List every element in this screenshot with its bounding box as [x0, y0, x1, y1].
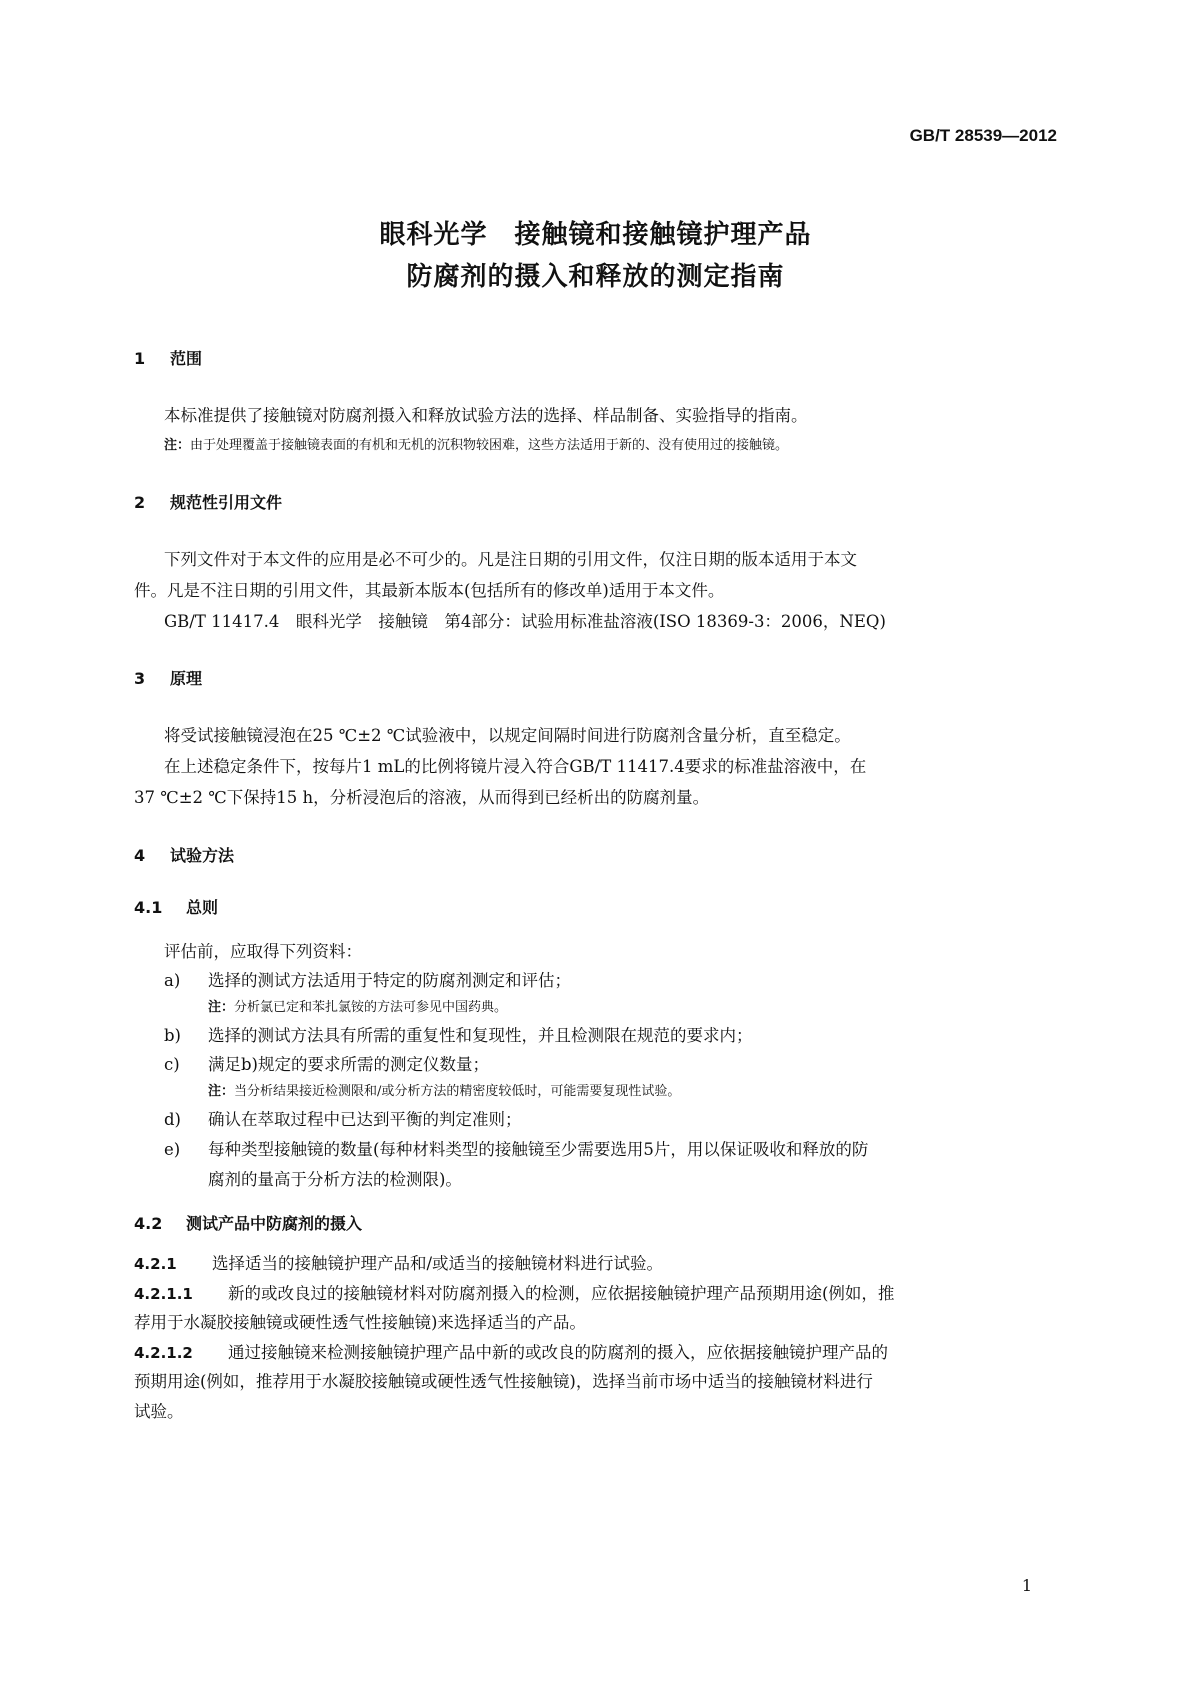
- section-1-paragraph: 本标准提供了接触镜对防腐剂摄入和释放试验方法的选择、样品制备、实验指导的指南。: [164, 406, 808, 425]
- section-3-paragraph-2-line2: 37 ℃±2 ℃下保持15 h，分析浸泡后的溶液，从而得到已经析出的防腐剂量。: [134, 788, 710, 807]
- note-item-c: [208, 1080, 680, 1099]
- list-item-c: [164, 1051, 489, 1075]
- section-title: 试验方法: [170, 846, 235, 865]
- list-marker: e): [164, 1140, 181, 1159]
- page-number: 1: [1021, 1576, 1032, 1595]
- clause-4-2-1-2-line2: 预期用途(例如，推荐用于水凝胶接触镜或硬性透气性接触镜)，选择当前市场中适当的接触镜材料进行: [134, 1372, 873, 1391]
- section-title: 规范性引用文件: [170, 493, 283, 512]
- note-text: 分析氯已定和苯扎氯铵的方法可参见中国药典。: [234, 1000, 508, 1015]
- list-item-e: [164, 1136, 868, 1160]
- list-item-e-continued: 腐剂的量高于分析方法的检测限)。: [208, 1170, 462, 1189]
- clause-text: 新的或改良过的接触镜材料对防腐剂摄入的检测，应依据接触镜护理产品预期用途(例如，推: [228, 1284, 895, 1303]
- note-label: 注：: [164, 438, 191, 453]
- section-number: 2: [134, 493, 146, 512]
- section-number: 1: [134, 349, 146, 368]
- section-number: 4.1: [134, 898, 163, 917]
- section-2-paragraph-line2: 件。凡是不注日期的引用文件，其最新本版本(包括所有的修改单)适用于本文件。: [134, 581, 725, 600]
- list-text: 选择的测试方法适用于特定的防腐剂测定和评估；: [208, 971, 571, 990]
- clause-4-2-1-1-line1: [134, 1280, 894, 1304]
- clause-text: 选择适当的接触镜护理产品和/或适当的接触镜材料进行试验。: [212, 1254, 664, 1273]
- section-2-paragraph-line1: 下列文件对于本文件的应用是必不可少的。凡是注日期的引用文件，仅注日期的版本适用于本文: [164, 550, 857, 569]
- note-label: 注：: [208, 1000, 235, 1015]
- section-4-1-heading: [134, 895, 218, 918]
- list-marker: c): [164, 1055, 180, 1074]
- section-number: 3: [134, 669, 146, 688]
- section-title: 原理: [170, 669, 203, 688]
- section-3-heading: [134, 666, 202, 689]
- list-text: 每种类型接触镜的数量(每种材料类型的接触镜至少需要选用5片，用以保证吸收和释放的防: [208, 1140, 869, 1159]
- note-item-a: [208, 996, 507, 1015]
- section-2-heading: [134, 490, 282, 513]
- section-title: 范围: [170, 349, 203, 368]
- section-4-1-intro: 评估前，应取得下列资料：: [164, 942, 362, 961]
- section-title: 测试产品中防腐剂的摄入: [186, 1214, 363, 1233]
- document-title-line2: 防腐剂的摄入和释放的测定指南: [406, 262, 785, 292]
- section-2-reference: GB/T 11417.4 眼科光学 接触镜 第4部分：试验用标准盐溶液(ISO 18369-3：2006，NEQ): [164, 612, 886, 631]
- section-3-paragraph-2-line1: 在上述稳定条件下，按每片1 mL的比例将镜片浸入符合GB/T 11417.4要求的标准盐溶液中，在: [164, 757, 867, 776]
- section-4-2-heading: [134, 1211, 362, 1234]
- note-text: 由于处理覆盖于接触镜表面的有机和无机的沉积物较困难，这些方法适用于新的、没有使用过的接触镜。: [190, 438, 789, 453]
- section-3-paragraph-1: 将受试接触镜浸泡在25 ℃±2 ℃试验液中，以规定间隔时间进行防腐剂含量分析，直至稳定。: [164, 726, 851, 745]
- list-marker: a): [164, 971, 181, 990]
- list-item-b: [164, 1022, 753, 1046]
- section-number: 4.2: [134, 1214, 163, 1233]
- list-text: 满足b)规定的要求所需的测定仪数量；: [208, 1055, 489, 1074]
- note-text: 当分析结果接近检测限和/或分析方法的精密度较低时，可能需要复现性试验。: [234, 1084, 681, 1099]
- clause-number: 4.2.1.1: [134, 1285, 193, 1303]
- clause-text: 通过接触镜来检测接触镜护理产品中新的或改良的防腐剂的摄入，应依据接触镜护理产品的: [228, 1343, 888, 1362]
- section-4-heading: [134, 843, 234, 866]
- document-title-line1: 眼科光学 接触镜和接触镜护理产品: [379, 220, 812, 250]
- list-text: 选择的测试方法具有所需的重复性和复现性，并且检测限在规范的要求内；: [208, 1026, 753, 1045]
- list-text: 确认在萃取过程中已达到平衡的判定准则；: [208, 1110, 522, 1129]
- clause-number: 4.2.1.2: [134, 1344, 193, 1362]
- section-1-note: [164, 434, 788, 453]
- clause-number: 4.2.1: [134, 1255, 177, 1273]
- clause-4-2-1-2-line1: [134, 1339, 888, 1363]
- standard-code: GB/T 28539—2012: [909, 126, 1057, 145]
- list-item-a: [164, 967, 571, 991]
- section-1-heading: [134, 346, 202, 369]
- section-title: 总则: [186, 898, 219, 917]
- note-label: 注：: [208, 1084, 235, 1099]
- list-item-d: [164, 1106, 522, 1130]
- clause-4-2-1-1-line2: 荐用于水凝胶接触镜或硬性透气性接触镜)来选择适当的产品。: [134, 1313, 586, 1332]
- clause-4-2-1-2-line3: 试验。: [134, 1402, 184, 1421]
- section-number: 4: [134, 846, 146, 865]
- list-marker: b): [164, 1026, 181, 1045]
- list-marker: d): [164, 1110, 181, 1129]
- clause-4-2-1: [134, 1250, 663, 1274]
